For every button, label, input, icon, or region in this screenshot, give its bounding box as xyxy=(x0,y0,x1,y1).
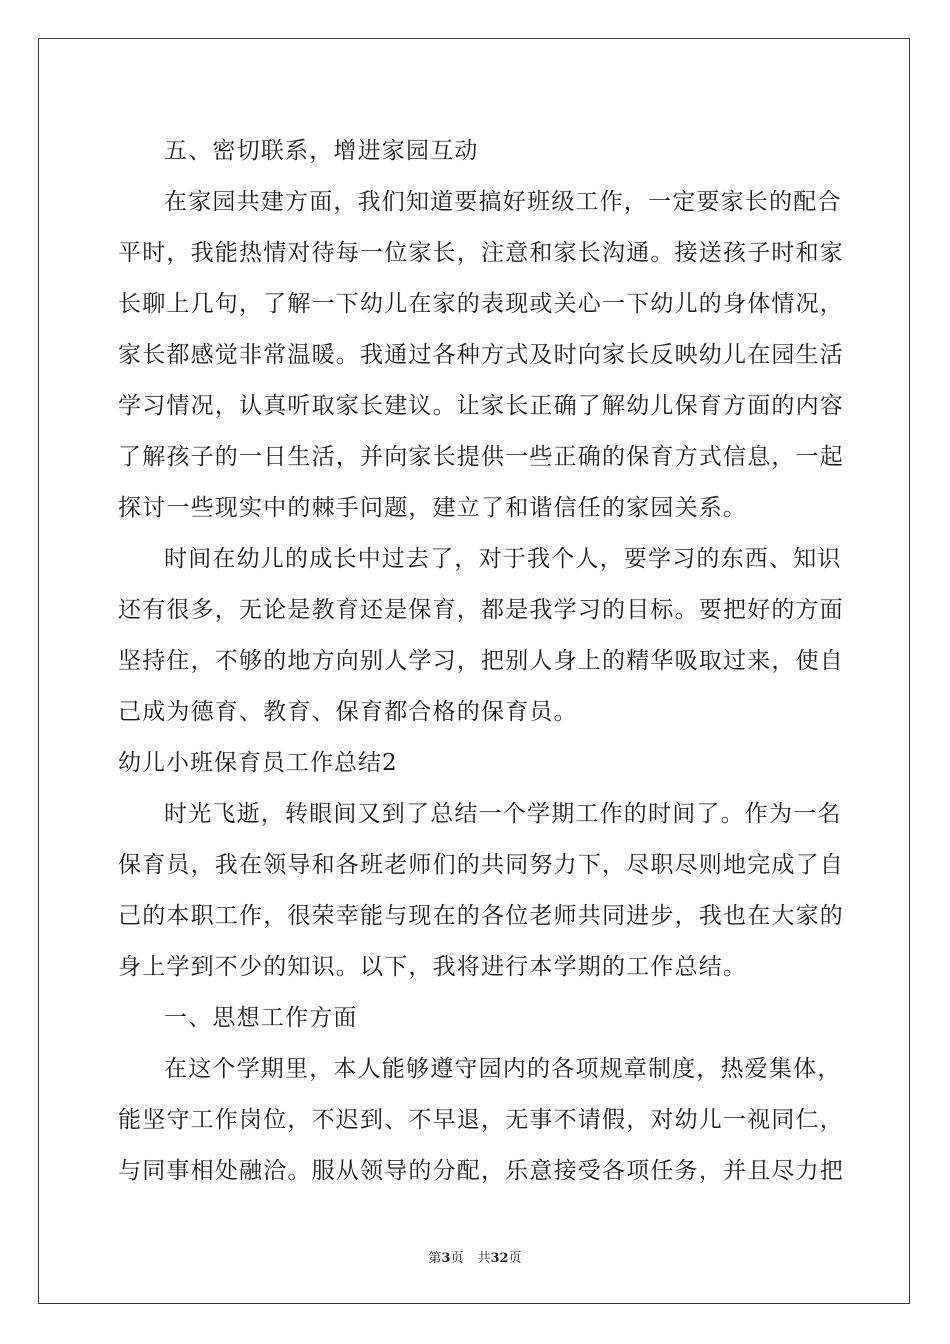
paragraph-line: 家长都感觉非常温暖。我通过各种方式及时向家长反映幼儿在园生活 xyxy=(118,342,844,368)
total-pages: 32 xyxy=(490,1251,509,1266)
page-number: 3 xyxy=(441,1251,451,1266)
paragraph-line: 探讨一些现实中的棘手问题，建立了和谐信任的家园关系。 xyxy=(118,495,748,521)
paragraph-line: 还有很多，无论是教育还是保育，都是我学习的目标。要把好的方面 xyxy=(118,597,844,623)
paragraph-line: 在家园共建方面，我们知道要搞好班级工作，一定要家长的配合 xyxy=(164,189,842,215)
section-heading: 五、密切联系，增进家园互动 xyxy=(164,138,479,164)
paragraph-line: 在这个学期里，本人能够遵守园内的各项规章制度，热爱集体， xyxy=(164,1056,842,1082)
paragraph-line: 平时，我能热情对待每一位家长，注意和家长沟通。接送孩子时和家 xyxy=(118,240,844,266)
paragraph-line: 学习情况，认真听取家长建议。让家长正确了解幼儿保育方面的内容 xyxy=(118,393,844,419)
paragraph-line: 长聊上几句，了解一下幼儿在家的表现或关心一下幼儿的身体情况， xyxy=(118,291,844,317)
paragraph-line: 己成为德育、教育、保育都合格的保育员。 xyxy=(118,699,578,725)
total-suffix: 页 xyxy=(508,1251,522,1266)
paragraph-line: 时间在幼儿的成长中过去了，对于我个人，要学习的东西、知识 xyxy=(164,546,842,572)
paragraph-line: 时光飞逝，转眼间又到了总结一个学期工作的时间了。作为一名 xyxy=(164,801,842,827)
paragraph-line: 能坚守工作岗位，不迟到、不早退，无事不请假，对幼儿一视同仁， xyxy=(118,1107,844,1133)
paragraph-line: 己的本职工作，很荣幸能与现在的各位老师共同进步，我也在大家的 xyxy=(118,903,844,929)
paragraph-line: 坚持住，不够的地方向别人学习，把别人身上的精华吸取过来，使自 xyxy=(118,648,844,674)
paragraph-line: 身上学到不少的知识。以下，我将进行本学期的工作总结。 xyxy=(118,954,748,980)
page-prefix: 第 xyxy=(428,1251,442,1266)
document-body xyxy=(118,126,844,1197)
paragraph-line: 与同事相处融洽。服从领导的分配，乐意接受各项任务，并且尽力把 xyxy=(118,1158,844,1184)
page-suffix: 页 xyxy=(450,1251,464,1266)
section-heading: 一、思想工作方面 xyxy=(164,1005,358,1031)
paragraph-line: 保育员，我在领导和各班老师们的共同努力下，尽职尽则地完成了自 xyxy=(118,852,844,878)
total-prefix: 共 xyxy=(477,1251,491,1266)
article-title: 幼儿小班保育员工作总结2 xyxy=(118,750,398,776)
paragraph-line: 了解孩子的一日生活，并向家长提供一些正确的保育方式信息，一起 xyxy=(118,444,844,470)
page-footer xyxy=(0,1247,950,1266)
